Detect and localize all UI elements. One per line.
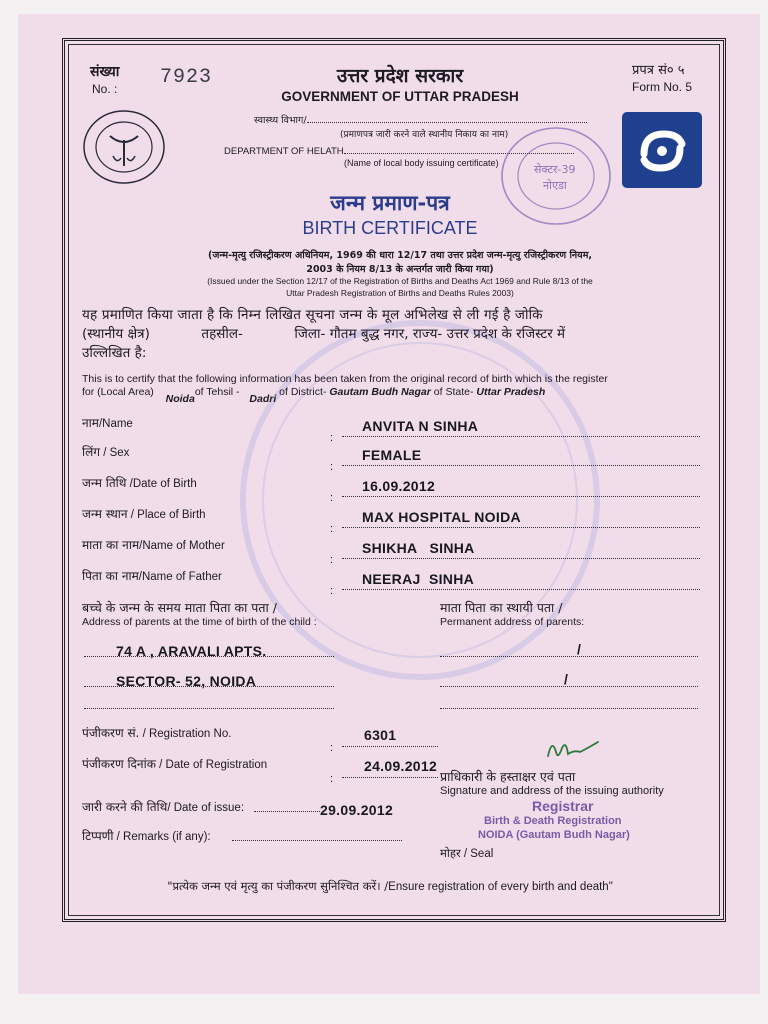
up-emblem-logo: [80, 108, 168, 186]
perm-address-label-hindi: माता पिता का स्थायी पता /: [440, 600, 563, 615]
name-value: ANVITA N SINHA: [362, 418, 479, 434]
dob-value: 16.09.2012: [362, 478, 436, 494]
father-value: NEERAJ SINHA: [362, 571, 475, 587]
registrar-stamp-line-3: NOIDA (Gautam Budh Nagar): [478, 829, 630, 841]
certify-hindi-line-3: उल्लिखित है:: [82, 345, 147, 361]
name-dotted-line: :: [330, 428, 700, 446]
form-number-hindi: प्रपत्र सं० ५: [632, 63, 685, 78]
local-area-value: Noida: [165, 393, 195, 405]
sankhya-label: संख्या: [90, 64, 120, 80]
footer-note: "प्रत्येक जन्म एवं मृत्यु का पंजीकरण सुनिश्चित करें। /Ensure registration of every birth and death": [167, 879, 613, 893]
health-dept-english: DEPARTMENT OF HELATH: [224, 146, 574, 157]
perm-address-label-english: Permanent address of parents:: [440, 616, 585, 628]
signature-mark: [538, 730, 608, 766]
issue-date-label: जारी करने की तिथि/ Date of issue:: [82, 800, 245, 814]
form-number-english: Form No. 5: [632, 80, 693, 94]
regdate-value: 24.09.2012: [364, 758, 438, 774]
mother-value: SHIKHA SINHA: [362, 540, 475, 556]
pob-value: MAX HOSPITAL NOIDA: [362, 509, 521, 525]
sex-dotted-line: :: [330, 457, 700, 475]
registrar-stamp-line-2: Birth & Death Registration: [484, 815, 622, 827]
name-label: नाम/Name: [82, 416, 133, 430]
perm-address-slash-2: /: [564, 671, 569, 687]
issuing-body-hindi: (प्रमाणपत्र जारी करने वाले स्थानीय निकाय का नाम): [340, 130, 509, 140]
act-hindi-line-1: (जन्म-मृत्यु रजिस्ट्रीकरण अधिनियम, 1969 की धारा 12/17 तथा उत्तर प्रदेश जन्म-मृत्यु रजिस्ट्रीकरण नियम,: [208, 250, 592, 261]
act-english-line-1: (Issued under the Section 12/17 of the Registration of Births and Deaths Act 1969 and Rule 8/13 of the: [207, 276, 593, 286]
title-english: BIRTH CERTIFICATE: [302, 218, 478, 238]
swasthya-logo: [622, 112, 702, 188]
certify-hindi-line-1: यह प्रमाणित किया जाता है कि निम्न लिखित सूचना जन्म के मूल अभिलेख से ली गई है जोकि: [82, 307, 543, 323]
birth-address-label-hindi: बच्चे के जन्म के समय माता पिता का पता /: [82, 600, 277, 615]
regno-dotted-line: :: [330, 738, 438, 756]
perm-address-line-1: [440, 656, 698, 657]
father-dotted-line: :: [330, 581, 700, 599]
govt-title-english: GOVERNMENT OF UTTAR PRADESH: [281, 89, 519, 104]
stamp-line-1: सेक्टर-39: [534, 163, 576, 176]
sex-value: FEMALE: [362, 447, 422, 463]
regno-label: पंजीकरण सं. / Registration No.: [82, 726, 232, 740]
remarks-label: टिप्पणी / Remarks (if any):: [82, 829, 211, 843]
health-dept-hindi: स्वास्थ्य विभाग/: [254, 113, 587, 126]
regdate-dotted-line: :: [330, 769, 438, 787]
tehsil-value: Dadri: [249, 393, 277, 405]
act-hindi-line-2: 2003 के नियम 8/13 के अन्तर्गत जारी किया गया): [306, 264, 494, 275]
stamp-line-2: नोएडा: [543, 179, 567, 192]
birth-address-label-english: Address of parents at the time of birth of the child :: [82, 616, 317, 628]
signature-label-english: Signature and address of the issuing authority: [440, 785, 664, 797]
no-label: No. :: [92, 82, 118, 96]
pob-label: जन्म स्थान / Place of Birth: [82, 507, 206, 521]
perm-address-line-2: [440, 686, 698, 687]
serial-number: 7923: [160, 66, 213, 89]
seal-label: मोहर / Seal: [440, 846, 494, 860]
perm-address-slash-1: /: [577, 641, 582, 657]
mother-label: माता का नाम/Name of Mother: [82, 538, 225, 552]
issue-date-value: 29.09.2012: [320, 802, 394, 818]
act-english-line-2: Uttar Pradesh Registration of Births and Deaths Rules 2003): [286, 288, 514, 298]
birth-address-value-2: SECTOR- 52, NOIDA: [116, 673, 257, 689]
birth-address-line-3: [84, 708, 334, 709]
dob-dotted-line: :: [330, 488, 700, 506]
regdate-label: पंजीकरण दिनांक / Date of Registration: [82, 757, 268, 771]
pob-dotted-line: :: [330, 519, 700, 537]
certify-hindi-line-2: (स्थानीय क्षेत्र) तहसील- जिला- गौतम बुद्ध नगर, राज्य- उत्तर प्रदेश के रजिस्टर में: [82, 326, 566, 342]
signature-label-hindi: प्राधिकारी के हस्ताक्षर एवं पता: [440, 769, 576, 784]
state-value: Uttar Pradesh: [476, 386, 546, 398]
issuing-body-english: (Name of local body issuing certificate): [344, 158, 499, 168]
district-value: Gautam Budh Nagar: [329, 386, 431, 398]
certify-english-line-1: This is to certify that the following information has been taken from the original record of birth which is the register: [82, 373, 608, 385]
dob-label: जन्म तिथि /Date of Birth: [82, 476, 197, 490]
title-hindi: जन्म प्रमाण-पत्र: [330, 191, 450, 215]
remarks-dotted-line: [232, 840, 402, 841]
govt-title-hindi: उत्तर प्रदेश सरकार: [336, 65, 464, 87]
registrar-stamp-title: Registrar: [532, 798, 594, 814]
issue-date-dotted-line: [254, 811, 320, 812]
regno-value: 6301: [364, 727, 397, 743]
certify-english-line-2: for (Local Area) Noidaof Tehsil - Dadri of District- Gautam Budh Nagar of State- Uttar Pradesh: [82, 386, 546, 405]
father-label: पिता का नाम/Name of Father: [82, 569, 222, 583]
perm-address-line-3: [440, 708, 698, 709]
sex-label: लिंग / Sex: [82, 445, 130, 459]
mother-dotted-line: :: [330, 550, 700, 568]
birth-address-value-1: 74 A , ARAVALI APTS.: [116, 643, 267, 659]
